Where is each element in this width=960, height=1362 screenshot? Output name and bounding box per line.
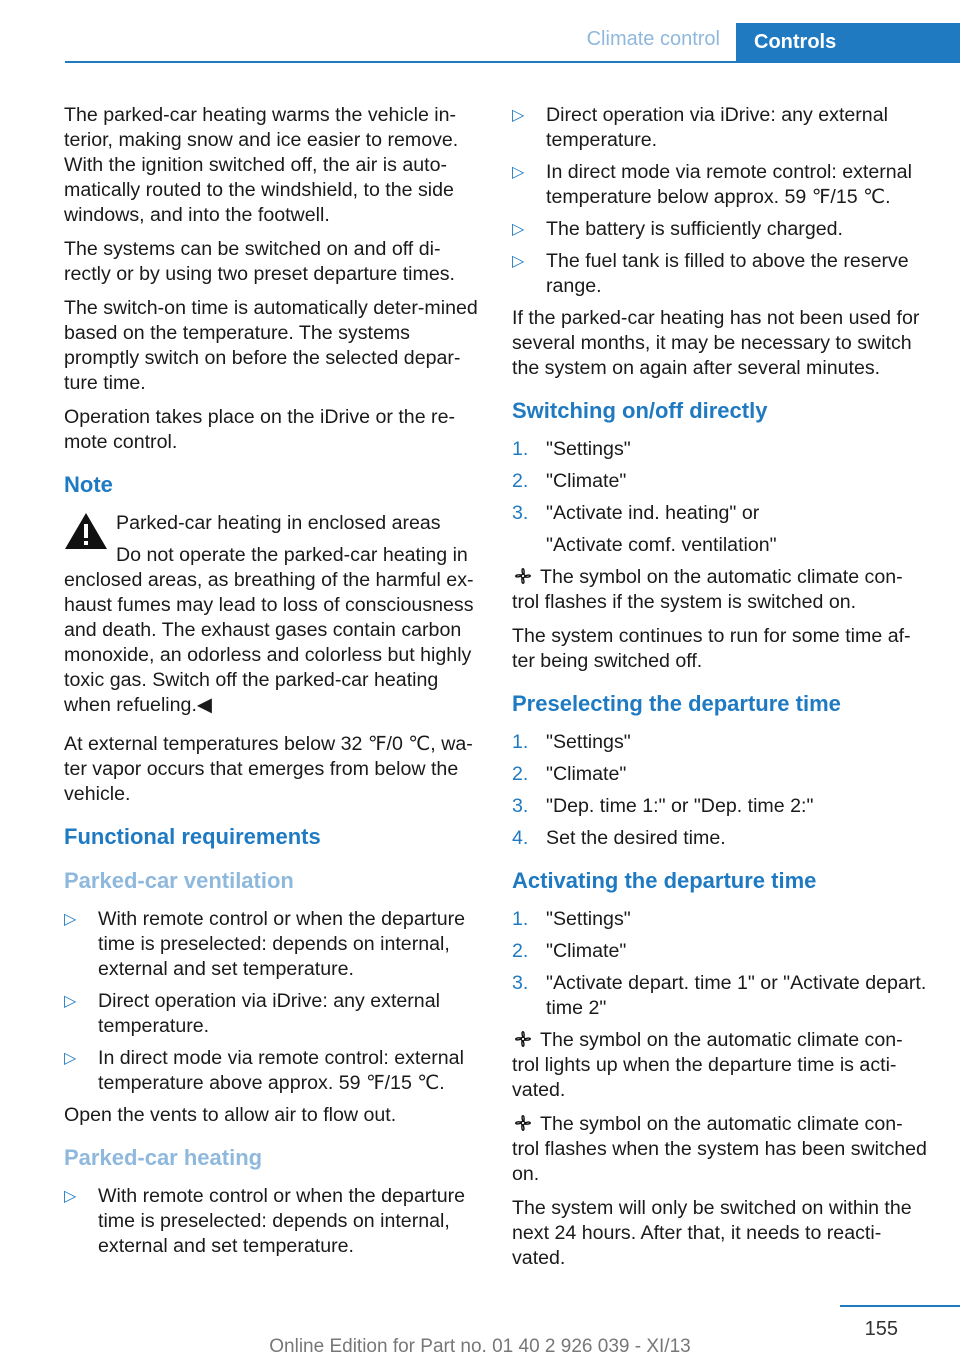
- activated-symbol-paragraph: The symbol on the automatic climate con-trol lights up when the departure time is acti-vated.: [512, 1029, 903, 1101]
- note-body: enclosed areas, as breathing of the harmful ex-haust fumes may lead to loss of consciousness and death. The exhaust gases contain carbon monoxide, an odorless and colorless but highly toxic gas. Switch off the parked-car heating when refueling.◀: [64, 569, 474, 716]
- list-item: ▷ With remote control or when the departure time is preselected: depends on internal, external and set temperature.: [64, 1185, 466, 1257]
- note-title: Parked-car heating in enclosed areas: [116, 512, 441, 534]
- step-number: 3.: [512, 972, 529, 994]
- intro-paragraph: The parked-car heating warms the vehicle in-terior, making snow and ice easier to remove. With the ignition switched off, the air is auto-matically routed to the windshield, to the side windows, and into the footwell.: [64, 104, 459, 226]
- note-heading: Note: [64, 472, 113, 497]
- water-vapor-paragraph: At external temperatures below 32 ℉/0 ℃, wa-ter vapor occurs that emerges from below the vehicle.: [64, 733, 473, 805]
- 24-hours-paragraph: The system will only be switched on within the next 24 hours. After that, it needs to reacti-vated.: [512, 1197, 912, 1269]
- step-number: 1.: [512, 731, 529, 753]
- list-item: ▷ Direct operation via iDrive: any external temperature.: [512, 104, 888, 151]
- switching-paragraph: The systems can be switched on and off di-rectly or by using two preset departure times.: [64, 238, 455, 285]
- ventilation-heading: Parked-car ventilation: [64, 868, 294, 893]
- switching-steps: [512, 437, 928, 558]
- edition-footer: Online Edition for Part no. 01 40 2 926 039 - XI/13: [269, 1336, 691, 1357]
- continues-paragraph: The system continues to run for some time af-ter being switched off.: [512, 625, 911, 672]
- step-number: 3.: [512, 502, 529, 524]
- triangle-bullet-icon: ▷: [64, 1050, 77, 1067]
- footer-rule: [840, 1305, 960, 1307]
- heating-list-continued: [512, 103, 928, 299]
- step-number: 1.: [512, 438, 529, 460]
- right-column: [512, 103, 928, 1280]
- activating-heading: Activating the departure time: [512, 868, 817, 893]
- header-rule: [65, 61, 960, 63]
- list-item: 1. "Settings": [512, 731, 631, 753]
- header-section-title: Climate control: [586, 28, 720, 50]
- warning-triangle-icon: [64, 511, 108, 551]
- left-column: [64, 103, 480, 1266]
- list-item: ▷ With remote control or when the departure time is preselected: depends on internal, external and set temperature.: [64, 908, 466, 980]
- note-first-line: Do not operate the parked-car heating in: [116, 544, 468, 566]
- fan-icon: [512, 1029, 534, 1049]
- list-item: 2. "Climate": [512, 940, 627, 962]
- triangle-bullet-icon: ▷: [64, 1188, 77, 1205]
- list-item: 3. "Activate depart. time 1" or "Activate depart. time 2": [512, 972, 927, 1019]
- activating-steps: [512, 907, 928, 1021]
- switch-on-time-paragraph: The switch-on time is automatically deter-mined based on the temperature. The systems promptly switch on before the selected depar-ture time.: [64, 297, 478, 394]
- triangle-bullet-icon: ▷: [512, 221, 525, 238]
- step-number: 2.: [512, 940, 529, 962]
- warning-note: [64, 511, 480, 568]
- fan-icon: [512, 566, 534, 586]
- list-item: 2. "Climate": [512, 763, 627, 785]
- header-chapter-tab: Controls: [736, 23, 960, 61]
- functional-requirements-heading: Functional requirements: [64, 824, 321, 849]
- switched-on-symbol-paragraph: The symbol on the automatic climate con-trol flashes when the system has been switched on.: [512, 1113, 927, 1185]
- list-item: 3. "Dep. time 1:" or "Dep. time 2:": [512, 795, 814, 817]
- step-number: 4.: [512, 827, 529, 849]
- preselecting-heading: Preselecting the departure time: [512, 691, 841, 716]
- list-item: 2. "Climate": [512, 470, 627, 492]
- switching-heading: Switching on/off directly: [512, 398, 768, 423]
- ventilation-list: [64, 907, 480, 1096]
- step-number: 3.: [512, 795, 529, 817]
- triangle-bullet-icon: ▷: [512, 164, 525, 181]
- step-number: 2.: [512, 470, 529, 492]
- list-item: ▷ In direct mode via remote control: external temperature above approx. 59 ℉/15 ℃.: [64, 1047, 464, 1094]
- list-item: 4. Set the desired time.: [512, 827, 726, 849]
- vents-paragraph: Open the vents to allow air to flow out.: [64, 1104, 397, 1126]
- page-number: 155: [864, 1318, 898, 1340]
- preselecting-steps: [512, 730, 928, 851]
- step-number: 2.: [512, 763, 529, 785]
- list-item: ▷ In direct mode via remote control: external temperature below approx. 59 ℉/15 ℃.: [512, 161, 912, 208]
- list-item: ▷ The battery is sufficiently charged.: [512, 218, 843, 240]
- step-number: 1.: [512, 908, 529, 930]
- heating-list: [64, 1184, 480, 1259]
- fan-icon: [512, 1113, 534, 1133]
- triangle-bullet-icon: ▷: [64, 993, 77, 1010]
- operation-paragraph: Operation takes place on the iDrive or the re-mote control.: [64, 406, 455, 453]
- list-item: 1. "Settings": [512, 438, 631, 460]
- triangle-bullet-icon: ▷: [64, 911, 77, 928]
- switch-symbol-paragraph: The symbol on the automatic climate con-trol flashes if the system is switched on.: [512, 566, 903, 613]
- list-item-continuation: "Activate comf. ventilation": [546, 534, 777, 556]
- list-item: 3. "Activate ind. heating" or: [512, 502, 760, 524]
- list-item: ▷ Direct operation via iDrive: any external temperature.: [64, 990, 440, 1037]
- triangle-bullet-icon: ▷: [512, 253, 525, 270]
- list-item: ▷ The fuel tank is filled to above the reserve range.: [512, 250, 909, 297]
- unused-paragraph: If the parked-car heating has not been used for several months, it may be necessary to switch the system on again after several minutes.: [512, 307, 920, 379]
- list-item: 1. "Settings": [512, 908, 631, 930]
- heating-heading: Parked-car heating: [64, 1145, 263, 1170]
- triangle-bullet-icon: ▷: [512, 107, 525, 124]
